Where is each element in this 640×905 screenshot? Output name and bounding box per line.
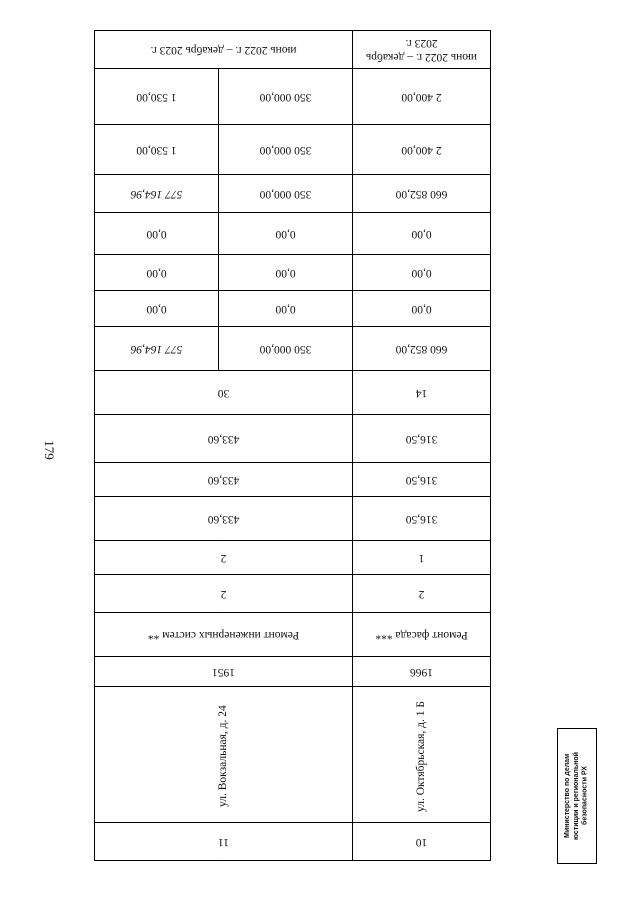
table-row: [95, 687, 491, 823]
amount-cell: 0,00: [353, 291, 491, 327]
row-number: 11: [95, 823, 353, 861]
stamp-line: юстиции и региональной: [572, 752, 580, 840]
address: ул. Вокзальная, д. 24: [216, 705, 229, 808]
year-cell: 1966: [353, 657, 491, 687]
table-row: [95, 327, 491, 371]
table-row: [95, 255, 491, 291]
stamp-line: безопасности РХ: [581, 766, 589, 826]
count-cell: 2: [95, 541, 353, 575]
table-row: [95, 463, 491, 497]
period-cell: июнь 2022 г. – декабрь 2023 г.: [95, 31, 353, 69]
count-cell: 1: [353, 541, 491, 575]
table-row: [95, 575, 491, 613]
amount-cell: 0,00: [353, 213, 491, 255]
period-cell: июнь 2022 г. – декабрь 2023 г.: [353, 31, 491, 69]
amount-cell: 0,00: [95, 255, 219, 291]
table-row: [95, 613, 491, 657]
table-row: [95, 541, 491, 575]
page-number: 179: [42, 440, 57, 460]
area-cell: 316,50: [353, 497, 491, 541]
amount-cell: 2 400,00: [353, 125, 491, 175]
table-row: [95, 823, 491, 861]
amount-cell: 0,00: [219, 213, 353, 255]
amount-cell: 1 530,00: [95, 125, 219, 175]
stamp-line: Министерство по делам: [563, 753, 571, 839]
area-cell: 316,50: [353, 415, 491, 463]
count-cell: 2: [353, 575, 491, 613]
amount-cell: 660 852,00: [353, 175, 491, 213]
amount-cell: 660 852,00: [353, 327, 491, 371]
table-row: [95, 213, 491, 255]
table-row: [95, 125, 491, 175]
amount-cell: 350 000,00: [219, 125, 353, 175]
address-cell: [95, 687, 353, 823]
amount-cell: 0,00: [219, 255, 353, 291]
amount-cell: 0,00: [219, 291, 353, 327]
table-row: [95, 69, 491, 125]
amount-cell: 350 000,00: [219, 69, 353, 125]
row-number: 10: [353, 823, 491, 861]
table-row: [95, 291, 491, 327]
count-cell: 2: [95, 575, 353, 613]
ministry-stamp: [557, 728, 597, 864]
amount-cell: 0,00: [95, 291, 219, 327]
amount-cell: 0,00: [353, 255, 491, 291]
count-cell: 14: [353, 371, 491, 415]
area-cell: 316,50: [353, 463, 491, 497]
work-type-cell: Ремонт фасада ***: [353, 613, 491, 657]
table-row: [95, 497, 491, 541]
address-cell: [353, 687, 491, 823]
address: ул. Октябрьская, д. 1 Б: [414, 701, 427, 813]
table-row: [95, 175, 491, 213]
amount-cell: 577 164,96: [95, 175, 219, 213]
year-cell: 1951: [95, 657, 353, 687]
table-row: [95, 31, 491, 69]
amount-cell: 2 400,00: [353, 69, 491, 125]
amount-cell: 0,00: [95, 213, 219, 255]
area-cell: 433,60: [95, 463, 353, 497]
area-cell: 433,60: [95, 415, 353, 463]
repair-program-table: [94, 30, 491, 861]
amount-cell: 350 000,00: [219, 175, 353, 213]
amount-cell: 1 530,00: [95, 69, 219, 125]
amount-cell: 577 164,96: [95, 327, 219, 371]
work-type-cell: Ремонт инженерных систем **: [95, 613, 353, 657]
table-row: [95, 657, 491, 687]
area-cell: 433,60: [95, 497, 353, 541]
count-cell: 30: [95, 371, 353, 415]
amount-cell: 350 000,00: [219, 327, 353, 371]
table-row: [95, 371, 491, 415]
table-row: [95, 415, 491, 463]
